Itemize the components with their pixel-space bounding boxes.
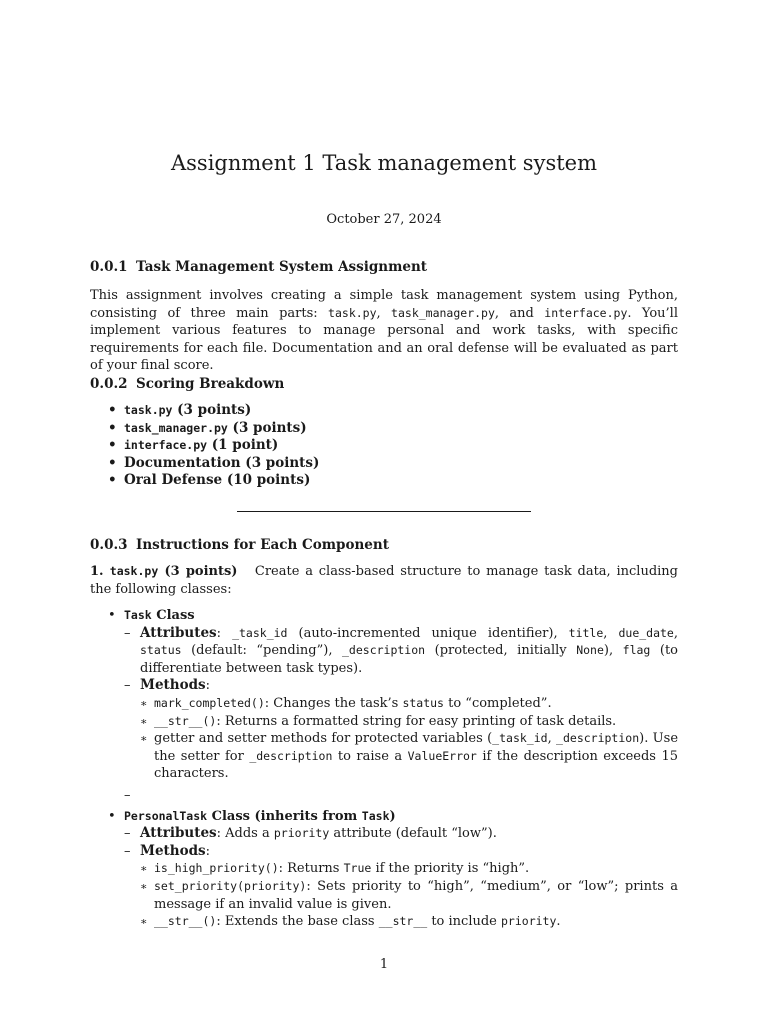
inline-code: _task_id [492, 731, 548, 746]
bullet: • [108, 808, 116, 824]
dash-bullet: – [124, 678, 131, 694]
inline-code: set_priority(priority) [154, 878, 307, 893]
class-label: ) [389, 808, 396, 824]
section-number: 0.0.1 [90, 259, 128, 275]
task-class-item [108, 607, 678, 625]
methods-list [140, 695, 678, 783]
scoring-item [108, 455, 678, 473]
text: , [673, 625, 678, 641]
section-title: Scoring Breakdown [136, 376, 285, 392]
intro-text: This assignment involves creating a simple task management system using Python, consisting of three main parts: [90, 288, 678, 321]
inline-code: task.py [328, 305, 377, 320]
methods-item: – Methods: [124, 842, 211, 859]
intro-text: , and [494, 305, 545, 321]
attributes-item [124, 625, 678, 678]
component-intro: Create a class-based structure to manage task data, including the following classes: [90, 564, 678, 597]
inline-code: is_high_priority() [154, 861, 279, 876]
personal-task-class-details [124, 825, 678, 931]
dash-bullet: – [124, 625, 131, 641]
scoring-text: (3 points) [227, 419, 307, 436]
document-date: October 27, 2024 [326, 212, 442, 227]
text: if the description exceeds 15 characters. [154, 748, 679, 782]
class-label: Class (inherits from [207, 808, 362, 824]
dash-bullet: – [124, 787, 131, 803]
inline-code: __str__() [154, 914, 217, 929]
scoring-text: (1 point) [207, 437, 279, 454]
inline-code: task_manager.py [391, 305, 495, 320]
inline-code: status [140, 643, 182, 658]
inline-code: status [402, 695, 444, 710]
inline-code: priority [501, 914, 557, 929]
asterisk-bullet: ∗ [140, 862, 148, 876]
method-item [140, 730, 678, 783]
scoring-text: Documentation (3 points) [124, 454, 320, 471]
asterisk-bullet: ∗ [140, 879, 148, 893]
inline-code: task_manager.py [124, 420, 228, 435]
method-item [140, 878, 678, 913]
methods-label: Methods [140, 677, 206, 694]
text: : Sets priority to “high”, “medium”, or “low”; prints a message if an invalid value is given. [154, 878, 678, 912]
section-heading-0-0-2 [90, 376, 284, 394]
text: . [556, 914, 561, 930]
method-item [140, 713, 678, 731]
scoring-item [108, 420, 678, 438]
component-points: (3 points) [158, 564, 238, 579]
text: , [547, 731, 557, 747]
inline-code: _description [556, 731, 640, 746]
empty-dash-item [124, 787, 678, 805]
asterisk-bullet: ∗ [140, 915, 148, 929]
inline-code: title [568, 625, 604, 640]
text: (default: “pending”), [181, 643, 342, 659]
component-1-paragraph [90, 563, 678, 598]
inline-code: _description [249, 748, 333, 763]
scoring-item [108, 437, 678, 455]
text: attribute (default “low”). [329, 826, 497, 842]
inline-code: Task [361, 808, 390, 823]
section-number: 0.0.3 [90, 537, 128, 553]
inline-code: priority [273, 826, 330, 841]
text: (protected, initially [425, 643, 577, 659]
component-number: 1. [90, 564, 110, 579]
inline-code: __str__() [154, 713, 217, 728]
text: (auto-incremented unique identifier), [287, 625, 569, 641]
horizontal-rule [237, 511, 531, 512]
section-heading-0-0-3 [90, 537, 389, 555]
text: : Returns [278, 861, 344, 877]
inline-code: Task [124, 608, 152, 622]
text: ), [603, 643, 623, 659]
dash-bullet: – [124, 843, 131, 859]
text: getter and setter methods for protected variables ( [154, 731, 493, 747]
text: if the priority is “high”. [371, 861, 530, 877]
personal-task-class-item [108, 808, 678, 826]
text: : Extends the base class [216, 914, 379, 930]
text: : [216, 625, 233, 641]
inline-code: __str__ [378, 914, 428, 929]
text: to include [427, 914, 501, 930]
document-title: Assignment 1 Task management system [170, 151, 598, 175]
inline-code: due_date [618, 625, 674, 640]
asterisk-bullet: ∗ [140, 696, 148, 710]
inline-code: flag [622, 643, 651, 658]
scoring-text: (3 points) [172, 402, 252, 418]
methods-list [140, 860, 678, 930]
asterisk-bullet: ∗ [140, 732, 148, 746]
scoring-item [108, 472, 678, 490]
text: (to differentiate between task types). [140, 643, 678, 676]
method-item [140, 695, 678, 713]
attributes-item [124, 825, 678, 843]
text: to raise a [332, 748, 408, 764]
intro-text: . You’ll implement various features to manage personal and work tasks, with specific requirements for each file. Documentation and an oral defense will be evaluated as part of your final score. [90, 305, 679, 374]
inline-code: None [576, 643, 604, 658]
class-heading [124, 809, 396, 824]
inline-code: interface.py [544, 305, 628, 320]
inline-code: ValueError [407, 748, 477, 763]
component-heading [90, 564, 237, 579]
method-item [140, 913, 678, 931]
asterisk-bullet: ∗ [140, 714, 148, 728]
inline-code: mark_completed() [154, 695, 265, 710]
scoring-item [108, 402, 678, 420]
methods-label: Methods [140, 842, 206, 859]
inline-code: _task_id [232, 625, 288, 640]
inline-code: True [343, 861, 372, 876]
method-item [140, 860, 678, 878]
inline-code: interface.py [124, 438, 208, 453]
attributes-label: Attributes [140, 825, 217, 842]
inline-code: PersonalTask [124, 808, 208, 823]
section-number: 0.0.2 [90, 376, 128, 392]
text: : Returns a formatted string for easy printing of task details. [216, 713, 617, 729]
text: ). Use the setter for [154, 731, 679, 764]
page-number: 1 [379, 957, 389, 972]
bullet: • [108, 608, 116, 623]
class-label: Class [151, 608, 195, 623]
text: to “completed”. [443, 695, 552, 711]
inline-code: _description [342, 643, 426, 658]
section-title: Task Management System Assignment [136, 259, 428, 275]
inline-code: task.py [124, 403, 173, 417]
text: : Changes the task’s [264, 695, 403, 711]
scoring-list [108, 402, 678, 490]
section-heading-0-0-1 [90, 259, 427, 277]
dash-bullet: – [124, 826, 131, 842]
task-class-details [124, 625, 678, 805]
text: , [603, 625, 619, 641]
text: : Adds a [216, 826, 274, 842]
intro-text: , [376, 305, 392, 321]
scoring-text: Oral Defense (10 points) [124, 472, 311, 489]
attributes-label: Attributes [140, 624, 217, 641]
class-list [108, 607, 678, 931]
methods-item: – Methods: [124, 677, 211, 694]
section-title: Instructions for Each Component [136, 537, 389, 553]
class-heading [124, 608, 195, 623]
inline-code: task.py [109, 564, 159, 578]
intro-paragraph [90, 287, 678, 375]
